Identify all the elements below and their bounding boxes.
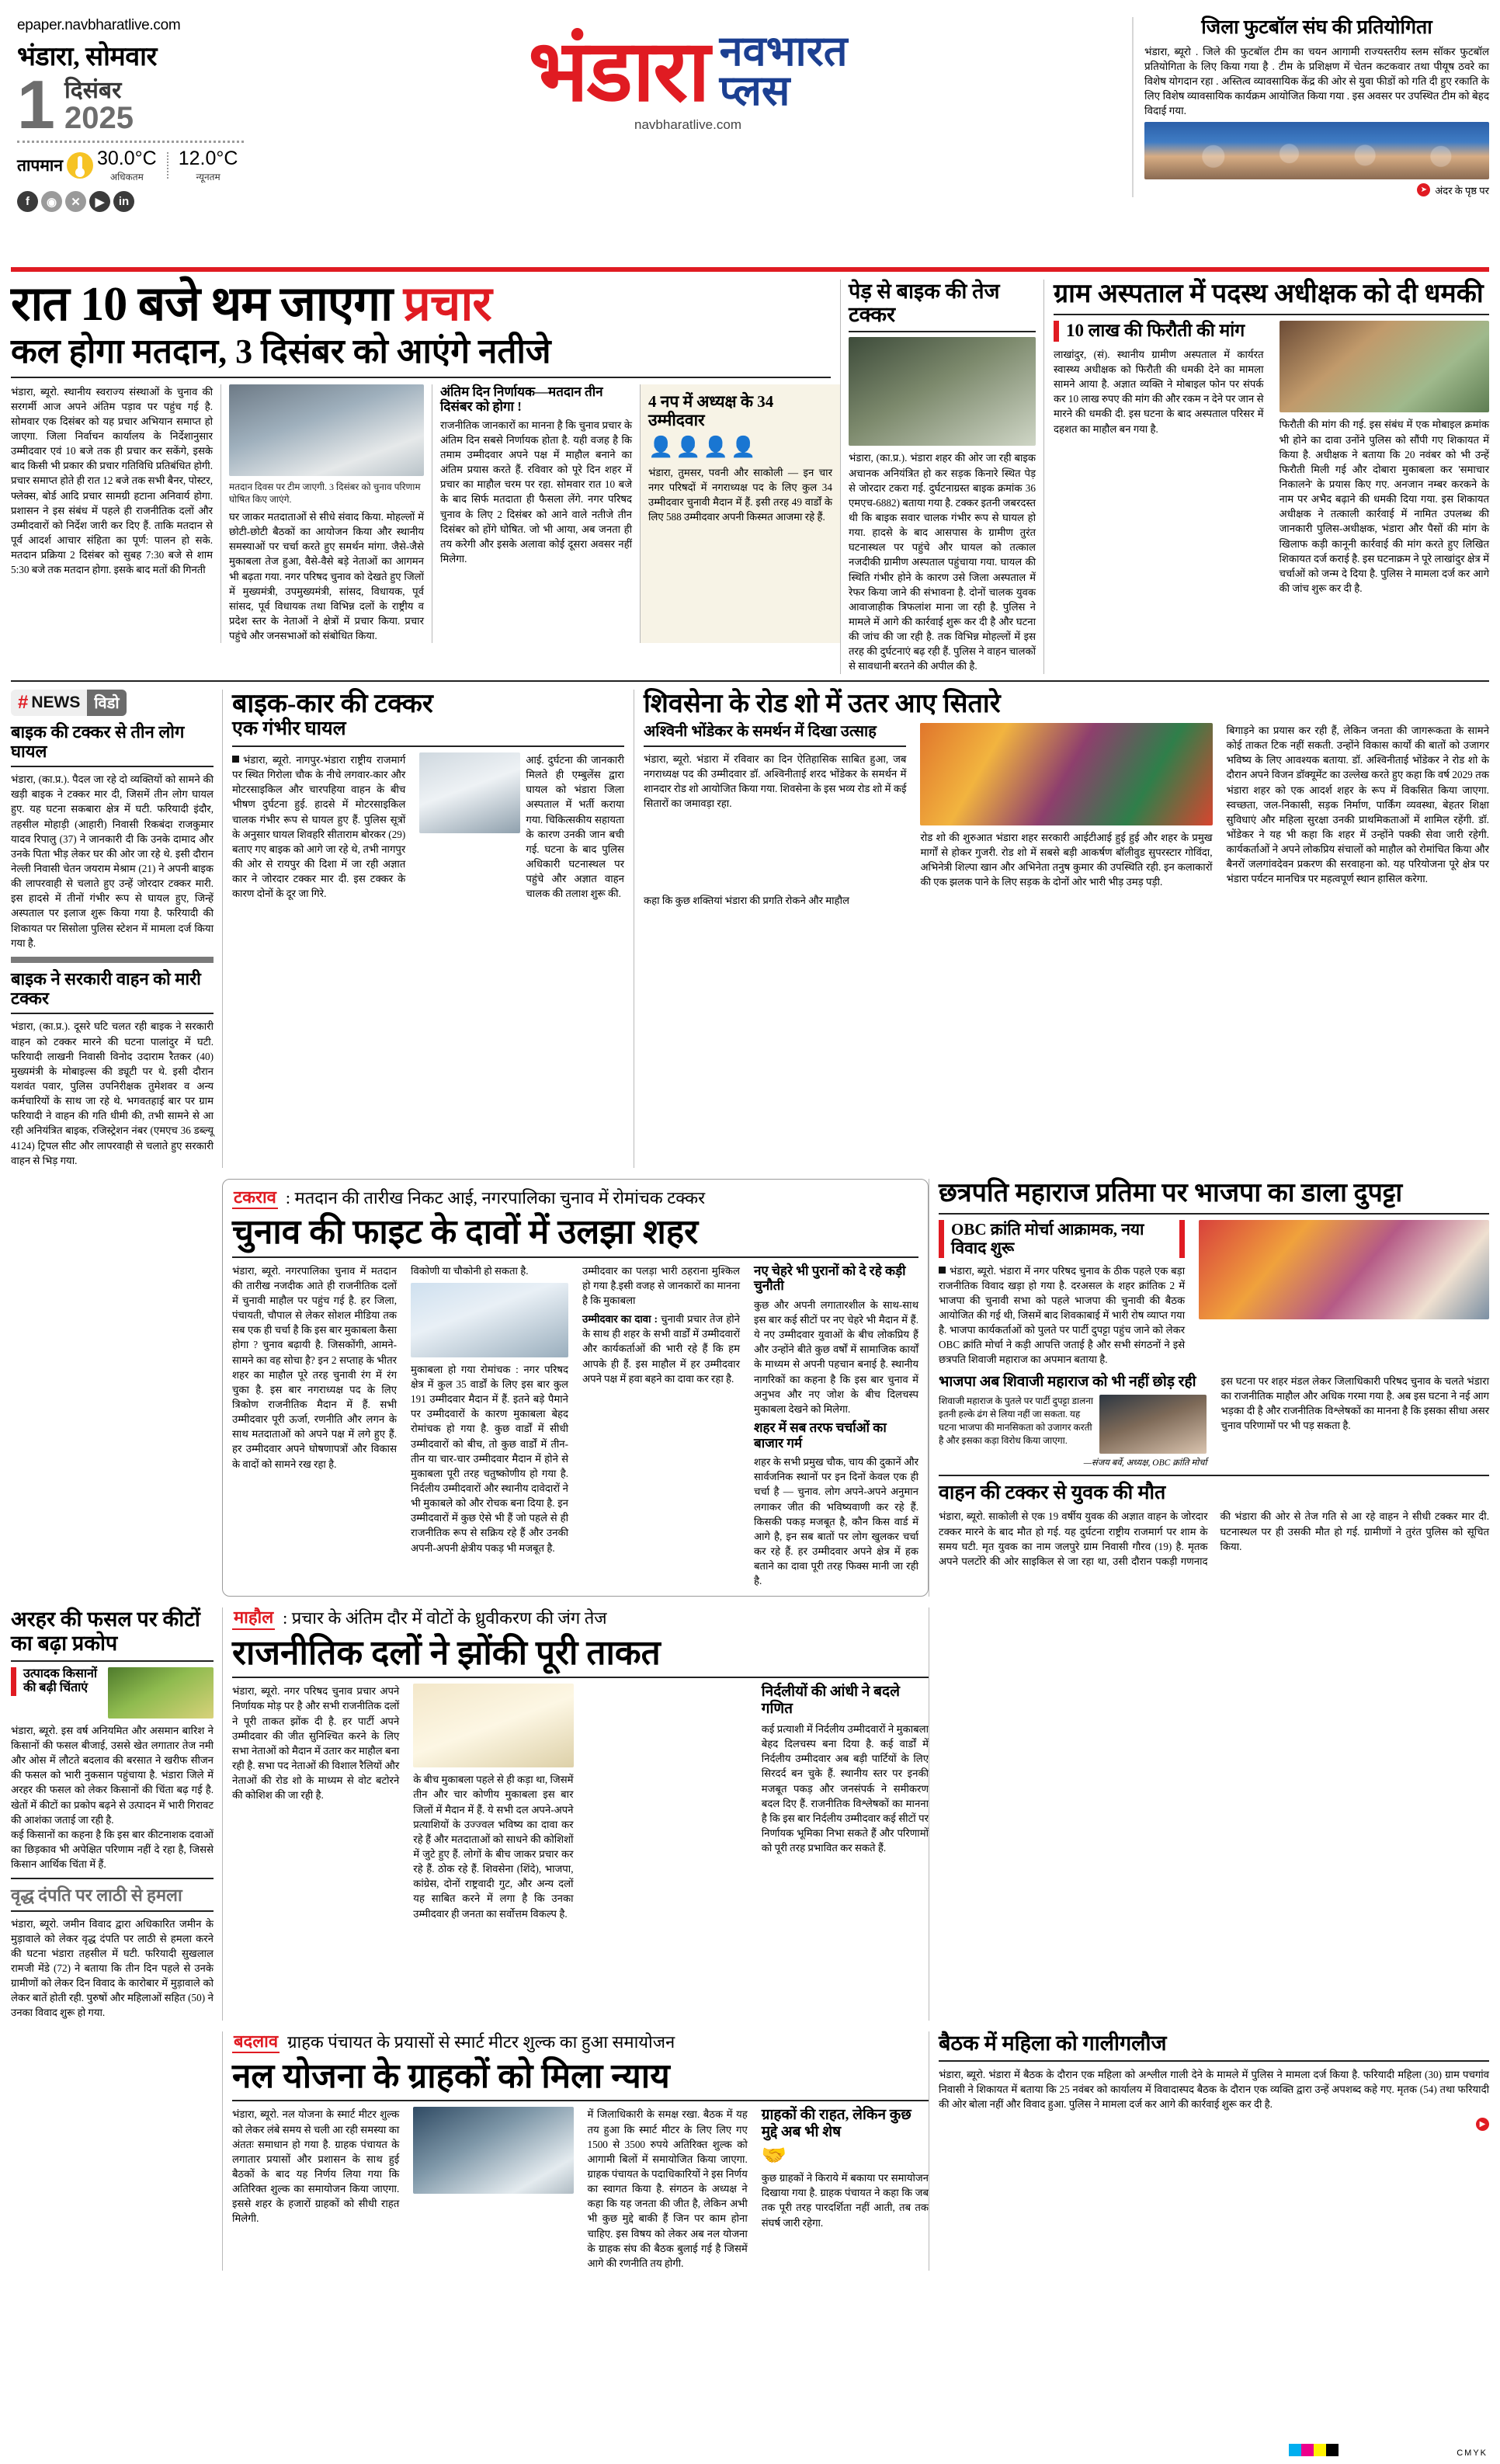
band-5	[11, 2031, 1489, 2271]
accident-headline: वाहन की टक्कर से युवक की मौत	[939, 1482, 1166, 1504]
news-video-column	[11, 690, 222, 1168]
lead-subhead: कल होगा मतदान, 3 दिसंबर को आएंगे नतीजे	[11, 332, 551, 371]
tree-bike-photo	[849, 337, 1036, 446]
arhar-photo	[108, 1667, 214, 1719]
kicker-tag: बदलाव	[232, 2031, 280, 2053]
website-url[interactable]: navbharatlive.com	[634, 116, 741, 132]
promo-footer[interactable]	[1144, 183, 1489, 197]
shivsena-col-1: भंडारा, ब्यूरो. भंडारा में रविवार का दिन ऐतिहासिक साबित हुआ, जब नगराध्यक्ष पद की उम्मीदवार डॉ. अश्विनीताई शरद भोंडेकर के समर्थन में शानदार रोड शो आयोजित किया गया. शिवसेना के इस भव्य रोड शो में कई सितारों का जमावड़ा रहा.	[644, 752, 907, 810]
hospital-text-1: लाखांदुर, (सं). स्थानीय ग्रामीण अस्पताल में कार्यरत स्वास्थ्य अधीक्षक को फिरौती की धमकी देने का मामला सामने आया है. अज्ञात व्यक्ति ने मोबाइल फोन पर संपर्क कर 10 लाख रुपए की मांग की और रकम न देने पर जान से मारने की धमकी दी. इस घटना के बाद अस्पताल परिसर में दहशत का माहौल बन गया है.	[1054, 348, 1264, 435]
tap-col-1: भंडारा, ब्यूरो. नल योजना के स्मार्ट मीटर शुल्क को लेकर लंबे समय से चली आ रही समस्या का अंततः समाधान हो गया है. ग्राहक पंचायत के लगातार प्रयासों और प्रशासन के साथ हुई बैठकों के बाद यह निर्णय लिया गया कि अतिरिक्त शुल्क का समायोजन किया जाएगा. इससे शहर के हजारों ग्राहकों को सीधी राहत मिलेगी.	[232, 2108, 400, 2225]
tree-bike-story	[840, 280, 1043, 674]
news-badge-left: # NEWS	[11, 690, 87, 716]
parties-kicker	[232, 1607, 929, 1629]
kicker-text: ग्राहक पंचायत के प्रयासों से स्मार्ट मीटर शुल्क का हुआ समायोजन	[287, 2031, 675, 2052]
logo-sub-1: नवभारत	[719, 27, 848, 75]
statbox-text: भंडारा, तुमसर, पवनी और साकोली — इन चार नगर परिषदों में नगराध्यक्ष पद के लिए कुल 34 उम्मीदवार चुनावी मैदान में हैं. इसी तरह 49 वार्डों के लिए 588 उम्मीदवार अपनी किस्मत आजमा रहे हैं.	[648, 466, 832, 523]
masthead	[11, 0, 1489, 264]
tap-kicker	[232, 2031, 929, 2053]
election-fight-story	[222, 1179, 929, 1597]
bullet-square-icon	[939, 1267, 946, 1274]
parties-col-2: के बीच मुकाबला पहले से ही कड़ा था, जिसमें तीन और चार कोणीय मुकाबला इस बार जिलों में मैदान में हैं. ये सभी दल अपने-अपने प्रत्याशियों के उज्ज्वल भविष्य का दावा कर रहे हैं और मतदाताओं को साधने की कोशिशों में जुटे हुए हैं. लोगों के बीच जाकर प्रचार कर रहे हैं. ठोक रहे हैं. शिवसेना (शिंदे), भाजपा, कांग्रेस, दोनों राष्ट्रवादी गुट, और अन्य दलों यह साबित करने में लगा है कि उनका उम्मीदवार ही जनता का सर्वोत्तम विकल्प है.	[413, 1774, 574, 1920]
meeting-headline: बैठक में महिला को गालीगलौज	[939, 2031, 1167, 2055]
election-fight-headline: चुनाव की फाइट के दावों में उलझा शहर	[232, 1213, 699, 1252]
black-mark	[1326, 2444, 1339, 2456]
meeting-text: भंडारा, ब्यूरो. भंडारा में बैठक के दौरान एक महिला को अश्लील गाली देने के मामले में पुलिस ने मामला दर्ज किया है. फरियादी महिला (30) ग्राम पचगांव निवासी ने शिकायत में बताया कि 25 नवंबर को कार्यालय में विवादास्पद बैठक के दौरान एक व्यक्ति द्वारा उन्हें अपशब्द कहे गए. मृतक (54) तथा फरियादी की ओर बोला नहीं और विवाद हुआ. पुलिस ने मामला दर्ज कर आगे की कार्रवाई शुरू कर दी है.	[939, 2068, 1489, 2111]
person-icon: 👤	[731, 435, 756, 458]
date-year: 2025	[64, 101, 134, 135]
epaper-url[interactable]: epaper.navbharatlive.com	[17, 17, 181, 33]
hospital-photo	[1280, 321, 1490, 412]
kicker-text: : मतदान की तारीख निकट आई, नगरपालिका चुनाव में रोमांचक टक्कर	[285, 1187, 706, 1208]
parties-col3-title: निर्दलीयों की आंधी ने बदले गणित	[761, 1684, 900, 1718]
temp-min-value: 12.0°C	[178, 148, 238, 170]
edition-city-day: भंडारा, सोमवार	[17, 43, 157, 71]
ef-col-3-body: चुनावी प्रचार तेज होने के साथ ही शहर के सभी वार्डों में उम्मीदवारों और कार्यकर्ताओं की भारी रहे हैं कि हम आपके ही हैं. इस माहौल में हर उम्मीदवार अपने पक्ष में हवा बहने का दावा कर रहा है.	[582, 1313, 740, 1385]
nv-text-2: भंडारा, (का.प्र.). दूसरे घटि चलत रही बाइक ने सरकारी वाहन को टक्कर मारने की घटना पालांदुर में घटी. फरियादी लाखनी निवासी विनोद उदाराम रैतकर (40) मुख्यमंत्री के मोबाइल्स की ड्यूटी पर थे. इसी दौरान यशवंत पवार, पुलिस उपनिरीक्षक तुमेशवर व अन्य कर्मचारियों के साथ जा रहे थे. भगवतहाई बार पर ग्राम फरियादी ने वाहन की गति धीमी की, तभी सामने से आ रही अनियंत्रित बाइक, रजिस्ट्रेशन नंबर (एमएच 36 डब्ल्यू 4124) ट्रिपल सीट और लापरवाही से चलाते हुए सरकारी वाहन से भिड़ गया.	[11, 1020, 214, 1166]
arhar-story	[11, 1607, 222, 2020]
kicker-text: : प्रचार के अंतिम दौर में वोटों के ध्रुवीकरण की जंग तेज	[283, 1608, 607, 1628]
promo-text: भंडारा, ब्यूरो . जिले की फुटबॉल टीम का चयन आगामी राज्यस्तरीय स्लम सॉकर फुटबॉल प्रतियोगिता के लिए किया गया है . टीम के प्रशिक्षण में चेतन कटकवार तथा पीयूष ठवरे का विशेष योगदान रहा . अस्तित्व व्यावसायिक केंद्र की ओर से युवा फीडों को गति दी हुए रकाति के लिए विशेष व्यावसायिक कार्यक्रम आयोजित किया गया . इस अवसर पर उपस्थित टीम को बेहद विदाई गया.	[1144, 45, 1489, 117]
handshake-icon: 🤝	[761, 2144, 787, 2167]
hospital-text-2: फिरौती की मांग की गई. इस संबंध में एक मोबाइल क्रमांक भी होने का दावा उनोंने पुलिस को सौंपी गए शिकायत में किया है. अधीक्षक ने बताया कि 20 नवंबर को भी उन्हें फिरौती मिली गई और दोबारा मुकाबला कर 'समाचार निकालने' के प्रयास किए गए. अनजान नम्बर करकने के नाम पर अभैद बढ़ाने की धमकी दिया गया. इस शिकायत अधीक्षक ने तत्काली कार्रवाई में नामित उपलब्ध की जानकारी पुलिस-अधीक्षक, भंडारा और पैसों की मांग के खिलाफ कड़ी कानूनी कार्रवाई की मांग करते हुए लिखित शिकायत दर्ज कराई है. इस घटनाक्रम ने पूरे लाखांदुर क्षेत्र में चर्चाओं को जन्म दे दिया है. पुलिस ने मामला दर्ज कर आगे की जांच शुरू कर दी है.	[1279, 419, 1489, 594]
person-icon: 👤	[648, 435, 674, 458]
shivsena-col-3: बिगाड़ने का प्रयास कर रही हैं, लेकिन जनता की जागरूकता के सामने कोई ताकत टिक नहीं सकती. उन्होंने विकास कार्यों की बातों को उजागर भविष्य के लिए आवश्यक बताया. डॉ. अश्विनीताई भोंडेकर ने रोड शो के दौरान अपने विजन डॉक्यूमेंट का उल्लेख करते हुए कहा कि वर्ष 2029 तक भंडारा शहर को एक आदर्श शहर के रूप में विकसित किया जाएगा. स्वच्छता, जल-निकासी, सड़क निर्माण, पार्किंग व्यवस्था, बेहतर शिक्षा सुविधाएं और महिला सुरक्षा उनकी प्राथमिकताओं में शामिल रहेंगी. डॉ. भोंडेकर ने यह भी कहा कि शहर में उन्होंने पक्की सेवा जारी रहेगी. कार्यकर्ताओं ने अपने लोकप्रिय संचालों को माहौल को रोमांचित किया और बैनरों जलगांवदेवन प्रकरण की सरवाहना को. यह परियोजना पूरे क्षेत्र पर भंडारा पर्यटन मानचित्र पर महत्वपूर्ण स्थान हासिल करेगा.	[1226, 724, 1489, 885]
lead-story	[11, 280, 840, 674]
ef-col-2	[404, 1263, 575, 1589]
arrow-right-icon: ➤	[1417, 183, 1430, 196]
meeting-story	[929, 2031, 1489, 2271]
masthead-red-rule	[11, 267, 1489, 272]
ef-photo	[411, 1283, 568, 1357]
cmyk-label: CMYK	[1457, 2448, 1488, 2458]
cmyk-registration-marks	[1289, 2444, 1339, 2456]
shivsena-subhead: अश्विनी भोंडेकर के समर्थन में दिखा उत्साह	[644, 722, 877, 740]
arhar-col-1: भंडारा, ब्यूरो. इस वर्ष अनियमित और असमान बारिश ने किसानों की फसल बीजाई, उससे खेत लगातार तेज नमी और ओस में लौटते बदलाव की बरसात ने खरीफ सीजन की फसल को भारी नुकसान पहुंचाया है. भंडारा जिले में अरहर की फसल को लेकर किसानों की चिंता बढ़ गई है. खेतों में कीटों का प्रकोप बढ़ने से उत्पादन में भारी गिरावट की आशंका जताई जा रही है.	[11, 1724, 214, 1826]
elder-headline: वृद्ध दंपति पर लाठी से हमला	[11, 1885, 182, 1906]
band-3	[11, 1179, 1489, 1597]
lead-col-3: राजनीतिक जानकारों का मानना है कि चुनाव प्रचार के अंतिम दिन सबसे निर्णायक होता है. यही वजह है कि तमाम उम्मीदवार अपने पक्ष में माहौल बनाने का अंतिम प्रयास करते हैं. रविवार को पूरे दिन शहर में प्रचार का माहौल चरम पर रहा. सोमवार रात 10 बजे के बाद सिर्फ मतदाता ही फैसला लेंगे. नगर परिषद चुनाव के लिए 2 दिसंबर को आने वाले नतीजे तीन दिसंबर को होंगे घोषित. जो भी आया, अब जनता ही तय करेगी और इसके अलावा कोई दूसरा अवसर नहीं मिलेगा.	[440, 419, 632, 565]
youtube-icon[interactable]: ▶	[89, 191, 110, 212]
lead-headline-black: रात 10 बजे थम जाएगा	[11, 278, 404, 331]
hash-icon: #	[18, 691, 29, 713]
ef-col4-title: नए चेहरे भी पुरानों को दे रहे कड़ी चुनौती	[754, 1263, 906, 1294]
arhar-col-1b: कई किसानों का कहना है कि इस बार कीटनाशक दवाओं का छिड़काव भी अपेक्षित परिणाम नहीं दे रहा है, जिससे किसान आर्थिक चिंता में हैं.	[11, 1828, 214, 1871]
tap-scheme-story	[222, 2031, 929, 2271]
ef-col4b-body: शहर के सभी प्रमुख चौक, चाय की दुकानें और सार्वजनिक स्थानों पर इन दिनों केवल एक ही चर्चा है — चुनाव. लोग अपने-अपने अनुमान लगाकर जीत की भविष्यवाणी कर रहे हैं. किसकी पकड़ मजबूत है, कौन किस वार्ड में आगे है, इन सब बातों पर लोग खुलकर चर्चा कर रहे हैं. हर उम्मीदवार अपने क्षेत्र में हक बताने का दावा पूरी तरह फिक्स मानी जा रही है.	[754, 1456, 918, 1587]
kicker-tag: टकराव	[232, 1187, 278, 1209]
kicker-tag: माहौल	[232, 1607, 275, 1629]
right-rail-band4	[929, 1607, 1489, 2020]
accident-text: भंडारा, ब्यूरो. साकोली से एक 19 वर्षीय युवक की अज्ञात वाहन के जोरदार टक्कर मारने के बाद मौत हो गई. यह दुर्घटना राष्ट्रीय राजमार्ग पर शाम के समय घटी. मृत युवक का नाम जलपुरे ग्राम निवासी गौरव (19) है. मृतक अपने पलटोंरे की ओर साइकिल से जा रहा था, उसी दौरान पकड़ी गणनाद की भंडारा की ओर से तेज गति से आ रहे वाहन ने सीधी टक्कर मार दी. घटनास्थल पर ही उसकी मौत हो गई. ग्रामीणों ने तुरंत पुलिस को सूचित किया.	[939, 1510, 1489, 1567]
masthead-center	[244, 17, 1132, 133]
parties-headline: राजनीतिक दलों ने झोंकी पूरी ताकत	[232, 1633, 661, 1672]
temp-max-value: 30.0°C	[97, 148, 157, 170]
tap-subhead: ग्राहकों की राहत, लेकिन कुछ मुद्दे अब भी शेष	[761, 2107, 911, 2141]
bike-car-text: भंडारा, ब्यूरो. नागपुर-भंडारा राष्ट्रीय राजमार्ग पर स्थित गिरोला चौक के नीचे लगवार-कार और मोटरसाइकिल और चारपहिया वाहन के बीच भीषण दुर्घटना हुई. हादसे में मोटरसाइकिल चालक गंभीर रूप से घायल हुए हैं. पुलिस सूत्रों के अनुसार घायल शिवहरि सीताराम बोरकर (29) बताए गए बाइक को आगे जा रहे थे, तभी नागपुर की ओर से रायपुर की दिशा में जा रही अज्ञात कार ने जोरदार टक्कर मार दी. इस टक्कर के कारण दोनों के दूर जा गिरे.	[232, 753, 406, 900]
band-4	[11, 1607, 1489, 2020]
masthead-promo	[1132, 17, 1489, 197]
statue-headline: छत्रपति महाराज प्रतिमा पर भाजपा का डाला दुपट्टा	[939, 1178, 1403, 1208]
continue-arrow-icon[interactable]: ▶	[1476, 2118, 1489, 2131]
parties-col-1: भंडारा, ब्यूरो. नगर परिषद चुनाव प्रचार अपने निर्णायक मोड़ पर है और सभी राजनीतिक दलों ने पूरी ताकत झोंक दी है. हर पार्टी अपने उम्मीदवार की जीत सुनिश्चित करने के लिए सभा नेताओं को मैदान में उतार कर माहौल बना रही है. सभा पद नेताओं की विशाल रैलियों और नेताओं की रोड शो के माध्यम से वोट बटोरने की कोशिश की जा रही है.	[232, 1685, 400, 1802]
statue-story	[929, 1179, 1489, 1597]
statue-col-3: इस घटना पर शहर मंडल लेकर जिलाधिकारी परिषद चुनाव के चलते भंडारा का राजनीतिक माहौल और अधिक गरमा गया है. अब इस घटना ने नई आग भड़का दी है और राजनीतिक विश्लेषकों का मानना है कि इसका सीधा असर चुनाव परिणामों पर भी पड़ सकता है.	[1220, 1374, 1490, 1431]
date-day: 1	[17, 66, 55, 143]
promo-footer-label: अंदर के पृष्ठ पर	[1435, 184, 1489, 196]
temp-min-label: न्यूनतम	[196, 172, 220, 183]
logo-main-text: भंडारा	[528, 24, 709, 119]
tree-bike-text: भंडारा, (का.प्र.). भंडारा शहर की ओर जा रही बाइक अचानक अनियंत्रित हो कर सड़क किनारे स्थित पेड़ से जोरदार टकरा गई. दुर्घटनाग्रस्त बाइक क्रमांक 36 एमएच-6882) बताया गया है. टक्कर इतनी जबरदस्त थी कि बाइक सवार चालक गंभीर रूप से घायल हो गया. हादसे के बाद आसपास के ग्रामीण तुरंत घटनास्थल पर पहुंचे और घायल को तत्काल नजदीकी ग्रामीण अस्पताल पहुंचाया गया. घायल की स्थिति गंभीर होने के कारण उसे जिला अस्पताल में रेफर किया जाने की संभावना है. दोनों चालक युवक आवाजाहीक त्रिफलांश माना जा रही है. पुलिस ने मामले में आगे की कार्रवाई शुरू कर दी है और घटना की जांच की जा रही है. तक विभिन्न मोहल्लों में इस तरह की दुर्घटनाएं बढ़ रही हैं. पुलिस ने वाहन चालकों से सावधानी बरतने की अपील की है.	[849, 452, 1036, 672]
temp-max-label: अधिकतम	[109, 172, 144, 183]
temperature-label: तापमान	[17, 156, 63, 176]
statue-col-1: भंडारा, ब्यूरो. भंडारा में नगर परिषद चुनाव के ठीक पहले एक बड़ा राजनीतिक विवाद खड़ा हो गया है. दरअसल के शहर क्रांतिक 2 में भाजपा की चुनावी सभा को पहले भाजपा की चुनावी की बैठक आयोजित की गई थी, जिसमें बाद शिवकाबाई में भारी रोष व्याप्त गया है. भाजपा कार्यकर्ताओं को पुलते पर पार्टी दुपट्टा पहुंच जाने को लेकर OBC क्रांति मोर्चा ने कड़ी आपत्ति जताई है और सभी संगठनों ने इसे छत्रपति शिवाजी महाराज का अपमान बताया है.	[939, 1264, 1186, 1366]
parties-story	[222, 1607, 929, 2020]
shivsena-photo	[920, 723, 1212, 825]
arhar-subhead: उत्पादक किसानों की बढ़ी चिंताएं	[11, 1667, 102, 1696]
person-icon: 👤	[675, 435, 701, 458]
lead-col-2-wrap	[220, 384, 432, 644]
social-links[interactable]	[17, 191, 244, 212]
band5-left-spacer	[11, 2031, 222, 2271]
arhar-headline: अरहर की फसल पर कीटों का बढ़ा प्रकोप	[11, 1607, 200, 1655]
bullet-square-icon	[232, 756, 239, 763]
statue-subhead: OBC क्रांति मोर्चा आक्रामक, नया विवाद शुरू	[939, 1220, 1185, 1257]
bike-car-story	[222, 690, 634, 1168]
thermometer-icon	[67, 152, 93, 179]
ef-col-1: भंडारा, ब्यूरो. नगरपालिका चुनाव में मतदान की तारीख नजदीक आते ही राजनीतिक दलों में चुनावी माहौल पर पहुंच गई है. हर जिला, पंचायती, चौपाल से लेकर सोशल मीडिया तक सब एक ही चर्चा है कि इस बार मुकाबला कैसा होगा ? चुनाव बढ़ायी है. जिसकोंगी, आमने-सामने का वह सोचा है? इन 2 सप्ताह के भीतर शहर का माहौल पूरे तरह चुनावी रंग में रंग चुका है. इस बार नगराध्यक्ष पद के लिए त्रिकोण राजनीतिक मैदान में हैं. सभी उम्मीदवार पूरी ऊर्जा, रणनीति और लगन के साथ मतदाताओं को अपने पक्ष में लगे हुए हैं. हर उम्मीदवार अपने घोषणापत्रों और विकास के वादों को सामने रख रहा है.	[232, 1264, 397, 1470]
bike-car-photo	[419, 752, 520, 833]
cyan-mark	[1289, 2444, 1301, 2456]
parties-col-2b	[581, 1684, 755, 1920]
temperature-widget	[17, 148, 244, 183]
shivsena-col-2: रोड शो की शुरुआत भंडारा शहर सरकारी आईटीआई हुई हुई और शहर के प्रमुख मार्गों से होकर गुजरी. रोड शो में सबसे बड़ी आकर्षण बॉलीवुड सुपरस्टार गोविंदा, अभिनेत्री शिल्पा खान और अभिनेता तनुष कुमार की उपस्थिति रही. इन कलाकारों की एक झलक पाने के लिए सड़क के दोनों ओर भारी भीड़ उमड़ पड़ी.	[920, 831, 1213, 888]
hospital-subhead: 10 लाख की फिरौती की मांग	[1054, 321, 1264, 341]
instagram-icon[interactable]: ◉	[41, 191, 62, 212]
tap-headline: नल योजना के ग्राहकों को मिला न्याय	[232, 2056, 670, 2095]
tap-col-2: में जिलाधिकारी के समक्ष रखा. बैठक में यह तय हुआ कि स्मार्ट मीटर के लिए लिए गए 1500 से 3500 रुपये अतिरिक्त शुल्क को आगामी बिलों में समायोजित किया जाएगा. ग्राहक पंचायत के पदाधिकारियों ने इस निर्णय का स्वागत किया है. संगठन के अध्यक्ष ने कहा कि यह जनता की जीत है, लेकिन अभी भी कुछ मुद्दे बाकी हैं जिन पर काम होना चाहिए. इस विषय को लेकर अब नल योजना के ग्राहक संघ की बैठक बुलाई गई है जिसमें आगे की रणनीति तय होगी.	[587, 2108, 748, 2269]
logo-sub-2: प्लस	[719, 68, 790, 115]
shivsena-headline: शिवसेना के रोड शो में उतर आए सितारे	[644, 689, 1001, 718]
ef-col-4	[747, 1263, 918, 1589]
lead-col-3-wrap	[432, 384, 640, 644]
nv-headline-1: बाइक की टक्कर से तीन लोग घायल	[11, 721, 185, 761]
parties-col-3: कई प्रत्याशी में निर्दलीय उम्मीदवारों ने मुकाबला बेहद दिलचस्प बना दिया है. कई वार्डों में निर्दलीय उम्मीदवार अब बड़ी पार्टियों के लिए सिरदर्द बन चुके हैं. स्थानीय स्तर पर इनकी मजबूत पकड़ और जनसंपर्क ने समीकरण बदल दिए हैं. राजनीतिक विश्लेषकों का मानना है कि इस बार निर्दलीय उम्मीदवार कई सीटों पर निर्णायक भूमिका निभा सकते हैं और परिणामों को पूरी तरह प्रभावित कर सकते हैं.	[761, 1722, 929, 1854]
facebook-icon[interactable]: f	[17, 191, 38, 212]
parties-cartoon	[413, 1684, 573, 1767]
promo-photo	[1144, 122, 1489, 179]
tree-bike-headline: पेड़ से बाइक की तेज टक्कर	[849, 280, 1000, 327]
lead-photo-caption: मतदान दिवस पर टीम जाएगी. 3 दिसंबर को चुनाव परिणाम घोषित किए जाएंगे.	[229, 481, 421, 505]
ef-col-3-lead: उम्मीदवार का पलड़ा भारी ठहराना मुश्किल हो गया है.इसी वजह से जानकारों का मानना है कि मुकाबला	[582, 1264, 740, 1307]
band3-spacer	[11, 1179, 222, 1597]
statue-quote: शिवाजी महाराज के पुतले पर पार्टी दुपट्टा डालना इतनी हल्के ढंग से लिया नहीं जा सकता. यह घटना भाजपा की मानसिकता को उजागर करती है और इसका कड़ा विरोध किया जाएगा.	[939, 1395, 1094, 1446]
lead-headline	[11, 280, 831, 330]
promo-headline: जिला फुटबॉल संघ की प्रतियोगिता	[1201, 17, 1432, 38]
shivsena-story	[634, 690, 1489, 1168]
people-icons	[648, 436, 832, 459]
masthead-left	[11, 17, 244, 212]
lead-col3-subhead: अंतिम दिन निर्णायक—मतदान तीन दिसंबर को होगा !	[440, 384, 603, 415]
ef-col4b-title: शहर में सब तरफ चर्चाओं का बाजार गर्म	[754, 1420, 887, 1451]
statue-quote-photo	[1099, 1395, 1207, 1454]
magenta-mark	[1301, 2444, 1314, 2456]
date-month: दिसंबर	[64, 78, 122, 103]
election-fight-kicker	[232, 1187, 918, 1209]
ef-col-3	[575, 1263, 747, 1589]
lead-band	[11, 280, 1489, 674]
bike-car-sub: एक गंभीर घायल	[232, 718, 346, 739]
temp-divider	[167, 152, 168, 179]
lead-photo-evm	[229, 384, 424, 476]
ef-col-2-body: मुकाबला हो गया रोमांचक : नगर परिषद क्षेत्र में कुल 35 वार्डों के लिए इस बार कुल 191 उम्मीदवार मैदान में हैं. इतने बड़े पैमाने पर उम्मीदवारों के कारण मुकाबला बेहद रोमांचक हो गया है. कुछ वार्डों में सीधी उम्मीदवारों को बीच, तो कुछ वार्डों में तीन-तीन या चार-चार उम्मीदवार मैदान में होने से मुकाबला पूरी तरह चतुष्कोणीय हो गया है. निर्दलीय उम्मीदवारों और स्थानीय दावेदारों ने भी मुकाबले को और रोचक बना दिया है. इन उम्मीदवारों में कुछ ऐसे भी हैं जो पहले से ही राजनीतिक रूप से सक्रिय रहे हैं और उनकी अपनी-अपनी क्षेत्रीय पकड़ भी मजबूत है.	[411, 1363, 568, 1554]
ef-col-2-lead: विकोणी या चौकोनी हो सकता है.	[411, 1264, 529, 1277]
news-video-badge[interactable]	[11, 690, 127, 716]
ef-col4-body: कुछ और अपनी लगातारशील के साथ-साथ इस बार कई सीटों पर नए चेहरे भी मैदान में हैं. ये नए उम्मीदवार युवाओं के बीच लोकप्रिय हैं और उन्होंने बीते कुछ वर्षों में सामाजिक कार्यों के माध्यम से अपनी पहचान बनाई है. स्थानीय नागरिकों का कहना है कि इस बार चुनाव में अनुभव और नए जोश के बीच दिलचस्प मुकाबला देखने को मिलेगा.	[754, 1298, 918, 1415]
tap-col-3: कुछ ग्राहकों ने किराये में बकाया पर समायोजन दिखाया गया है. ग्राहक पंचायत ने कहा कि जब तक पूरी तरह पारदर्शिता नहीं आती, तब तक संघर्ष जारी रहेगा.	[761, 2172, 929, 2229]
nv-text-1: भंडारा, (का.प्र.). पैदल जा रहे दो व्यक्तियों को सामने की खड़ी बाइक ने टक्कर मार दी, जिसमें तीन लोग घायल हुए. यह घटना सकबारा क्षेत्र में घटी. फरियादी इंदौर, तहसील मोहाड़ी (आहारी) निवासी रिकबंदा राजकुमार यादव रिपालु (37) ने जानकारी दी कि उनके दामाद और उनके पिता भीड़ लेकर घर की ओर जा रहे थे. इसी दौरान नेल्ली निवासी चेतन जयराम मेश्राम (21) ने अपनी बाइक की लापरवाही से चलाते हुए उन्हें जोरदार टक्कर मारी. इस हादसे में तीनों गंभीर रूप से घायल हुए, जिन्हें अस्पताल पर इलाज शुरू किया गया है. फरियादी की शिकायत पर सिसोला पुलिस स्टेशन में मामला दर्ज किया गया है.	[11, 773, 214, 949]
nv-headline-2: बाइक ने सरकारी वाहन को मारी टक्कर	[11, 968, 201, 1009]
x-twitter-icon[interactable]: ✕	[65, 191, 86, 212]
hospital-story	[1043, 280, 1489, 674]
lead-col-2: घर जाकर मतदाताओं से सीधे संवाद किया. मोहल्लों में छोटी-छोटी बैठकों का आयोजन किया और स्थानीय समस्याओं पर चर्चा करते हुए समर्थन मांगा. जैसे-जैसे मुकाबला तेज हुआ, वैसे-वैसे बड़े नेताओं का आगमन भी बढ़ता गया. नगर परिषद चुनाव को देखते हुए जिलों में मुख्यमंत्री, उपमुख्यमंत्री, सांसद, विधायक, पूर्व सांसद, पूर्व विधायक तथा विभिन्न दलों के राष्ट्रीय व प्रदेश स्तर के नेताओं ने क्षेत्रों में प्रचार किया. प्रचार पहुंचे और जनसभाओं को संबोधित किया.	[229, 510, 424, 642]
newspaper-logo	[528, 24, 848, 119]
statue-quote-head: भाजपा अब शिवाजी महाराज को भी नहीं छोड़ रही	[939, 1373, 1196, 1390]
date-block	[17, 66, 244, 143]
ef-col-3-bold: उम्मीदवार का दावा :	[582, 1313, 661, 1326]
statue-quote-sign: —संजय बर्वे, अध्यक्ष, OBC क्रांति मोर्चा	[1083, 1458, 1207, 1468]
band-2	[11, 690, 1489, 1168]
person-icon: 👤	[703, 435, 729, 458]
tap-photo	[413, 2107, 573, 2194]
lead-col-1: भंडारा, ब्यूरो. स्थानीय स्वराज्य संस्थाओं के चुनाव की सरगर्मी आज अपने अंतिम पड़ाव पर पहुंच गई है. सोमवार एक दिसंबर को यह प्रचार अभियान समाप्त हो जाएगा. जिला निर्वाचन कार्यालय के निर्देशानुसार उम्मीदवार एवं 10 बजे तक ही प्रचार कर सकेंगे, इसके बाद किसी भी प्रकार की प्रचार गतिविधि प्रतिबंधित होगी. प्रचार समाप्त होते ही रात 12 बजे तक सभी बैनर, पोस्टर, फ्लेक्स, बोर्ड आदि प्रचार सामग्री हटाना अनिवार्य होगा. प्रशासन ने इस संबंध में पहले ही राजनीतिक दलों और उम्मीदवारों को निर्देश जारी कर दिए हैं. ताकि मतदान से पूर्व आदर्श आचार संहिता का पूर्ण: पालन हो सके. मतदान प्रक्रिया 2 दिसंबर को सुबह 7:30 बजे से शाम 5:30 बजे तक मतदान होगा. इसके बाद मतों की गिनती	[11, 385, 213, 576]
news-badge-right: विडो	[87, 690, 126, 716]
bike-car-caption: आई. दुर्घटना की जानकारी मिलते ही एम्बुलेंस द्वारा घायल को भंडारा जिला अस्पताल में भर्ती कराया गया. चिकित्सकीय सहायता के कारण उनकी जान बची गई. घटना के बाद पुलिस अधिकारी घटनास्थल पर पहुंचे और अज्ञात वाहन चालक की तलाश शुरू की.	[526, 753, 624, 900]
lead-statbox	[640, 384, 840, 644]
shivsena-mini: कहा कि कुछ शक्तियां भंडारा की प्रगति रोकने और माहौल	[644, 894, 849, 906]
elder-text: भंडारा, ब्यूरो. जमीन विवाद द्वारा अधिकारित जमीन के मुड़ावाले को लेकर वृद्ध दंपति पर लाठी से हमला करने की घटना भंडारा तहसील में घटी. फरियादी सुखलाल रामजी मेंडे (72) ने बताया कि तीन दिन पहले से उनके ग्रामीणों को लेकर दिन विवाद के कारोबार में मुड़ावाले को लेकर बातें होती रही. पुरुषों और महिलाओं सहित (50) ने उनका विवाद शुरू हो गया.	[11, 1917, 214, 2019]
statbox-title: 4 नप में अध्यक्ष के 34 उम्मीदवार	[648, 391, 774, 429]
yellow-mark	[1314, 2444, 1326, 2456]
bike-car-headline: बाइक-कार की टक्कर	[232, 689, 433, 718]
lead-headline-red: प्रचार	[403, 278, 491, 331]
linkedin-icon[interactable]: in	[113, 191, 134, 212]
statue-photo	[1199, 1220, 1489, 1319]
hospital-headline: ग्राम अस्पताल में पदस्थ अधीक्षक को दी धमकी	[1054, 280, 1484, 308]
